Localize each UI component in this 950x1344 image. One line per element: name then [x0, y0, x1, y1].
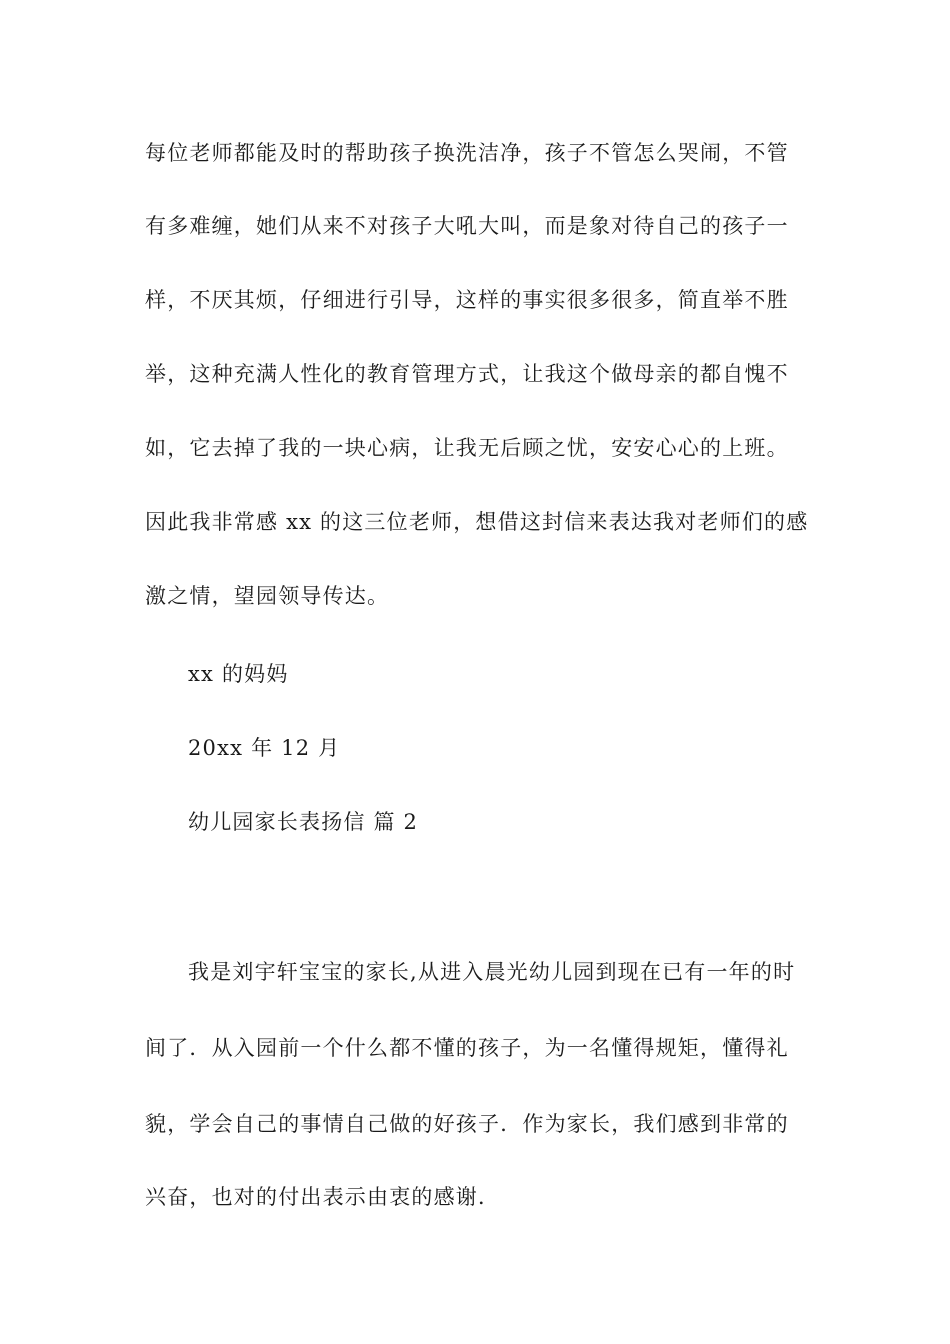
paragraph2-line-3: 貌，学会自己的事情自己做的好孩子．作为家长，我们感到非常的 [145, 1112, 789, 1136]
body-line-1: 每位老师都能及时的帮助孩子换洗洁净，孩子不管怎么哭闹，不管 [145, 141, 789, 165]
body-line-7: 激之情，望园领导传达。 [145, 584, 390, 608]
body-line-6: 因此我非常感 xx 的这三位老师，想借这封信来表达我对老师们的感 [145, 510, 809, 534]
paragraph2-line-1: 我是刘宇轩宝宝的家长,从进入晨光幼儿园到现在已有一年的时 [188, 960, 796, 984]
paragraph2-line-2: 间了．从入园前一个什么都不懂的孩子，为一名懂得规矩，懂得礼 [145, 1036, 789, 1060]
body-line-4: 举，这种充满人性化的教育管理方式，让我这个做母亲的都自愧不 [145, 362, 789, 386]
paragraph2-line-4: 兴奋，也对的付出表示由衷的感谢． [145, 1185, 501, 1209]
body-line-2: 有多难缠，她们从来不对孩子大吼大叫，而是象对待自己的孩子一 [145, 214, 789, 238]
body-line-3: 样，不厌其烦，仔细进行引导，这样的事实很多很多，简直举不胜 [145, 288, 789, 312]
signature: xx 的妈妈 [188, 662, 289, 686]
body-line-5: 如，它去掉了我的一块心病，让我无后顾之忧，安安心心的上班。 [145, 436, 789, 460]
letter-date: 20xx 年 12 月 [188, 736, 341, 760]
section-title: 幼儿园家长表扬信 篇 2 [188, 810, 419, 834]
